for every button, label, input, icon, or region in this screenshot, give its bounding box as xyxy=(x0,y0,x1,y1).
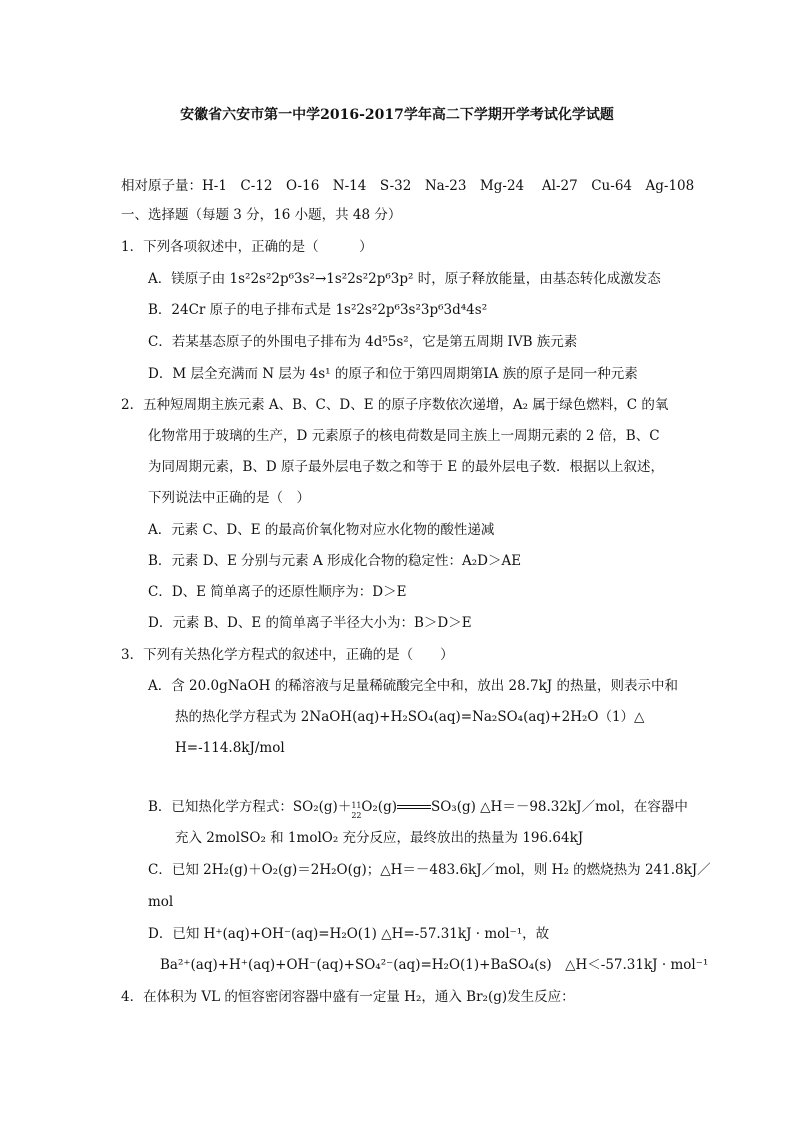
question-4-stem: 4．在体积为 VL 的恒容密闭容器中盛有一定量 H₂，通入 Br₂(g)发生反应： xyxy=(121,989,575,1005)
question-2-line-2: 化物常用于玻璃的生产，D 元素原子的核电荷数是同主族上一周期元素的 2 倍，B、C xyxy=(148,428,660,444)
question-3-stem: 3．下列有关热化学方程式的叙述中，正确的是（ ） xyxy=(121,647,454,663)
question-2-line-4: 下列说法中正确的是（ ） xyxy=(148,490,310,506)
question-3-option-d-line-2: Ba²⁺(aq)+H⁺(aq)+OH⁻(aq)+SO₄²⁻(aq)=H₂O(1)+BaSO₄(s) △H＜-57.31kJ · mol⁻¹ xyxy=(160,957,709,973)
option-b-prefix: B．已知热化学方程式：SO₂(g)＋ xyxy=(148,799,352,815)
question-3-option-a-line-1: A．含 20.0gNaOH 的稀溶液与足量稀硫酸完全中和，放出 28.7kJ 的热量，则表示中和 xyxy=(148,678,678,694)
question-3-option-a-line-3: H=-114.8kJ/mol xyxy=(175,740,285,756)
question-3-option-d-line-1: D．已知 H⁺(aq)+OH⁻(aq)=H₂O(1) △H=-57.31kJ · mol⁻¹，故 xyxy=(148,926,550,942)
atomic-masses: 相对原子量：H-1 C-12 O-16 N-14 S-32 Na-23 Mg-24 Al-27 Cu-64 Ag-108 xyxy=(121,178,695,194)
question-3-option-a-line-2: 热的热化学方程式为 2NaOH(aq)+H₂SO₄(aq)=Na₂SO₄(aq)+2H₂O（1）△ xyxy=(175,709,645,725)
fraction-numerator: 11 xyxy=(351,801,362,810)
question-2-option-d: D．元素 B、D、E 的简单离子半径大小为：B＞D＞E xyxy=(148,615,472,631)
question-2-line-3: 为同周期元素，B、D 原子最外层电子数之和等于 E 的最外层电子数．根据以上叙述， xyxy=(148,459,664,475)
question-3-option-b-line-1 xyxy=(148,798,688,820)
question-2-option-c: C．D、E 简单离子的还原性顺序为：D＞E xyxy=(148,584,407,600)
option-b-suffix: SO₃(g) △H＝－98.32kJ／mol，在容器中 xyxy=(430,799,688,815)
question-2-option-a: A．元素 C、D、E 的最高价氧化物对应水化物的酸性递减 xyxy=(148,522,495,538)
equilibrium-arrow-icon xyxy=(397,804,431,812)
question-1-option-a: A．镁原子由 1s²2s²2p⁶3s²→1s²2s²2p⁶3p² 时，原子释放能量，由基态转化成激发态 xyxy=(148,271,661,287)
question-1-option-d: D．M 层全充满而 N 层为 4s¹ 的原子和位于第四周期第ⅠA 族的原子是同一种元素 xyxy=(148,366,638,382)
exam-title: 安徽省六安市第一中学2016-2017学年高二下学期开学考试化学试题 xyxy=(180,107,614,123)
question-2-line-1: 2．五种短周期主族元素 A、B、C、D、E 的原子序数依次递增，A₂ 属于绿色燃料，C 的氧 xyxy=(121,397,669,413)
question-3-option-c-line-1: C．已知 2H₂(g)＋O₂(g)＝2H₂O(g)；△H＝－483.6kJ／mol，则 H₂ 的燃烧热为 241.8kJ／ xyxy=(148,862,711,878)
question-3-option-c-line-2: mol xyxy=(148,894,174,910)
question-2-option-b: B．元素 D、E 分别与元素 A 形成化合物的稳定性：A₂D＞AE xyxy=(148,553,522,569)
section-heading: 一、选择题（每题 3 分，16 小题，共 48 分） xyxy=(121,207,402,223)
question-3-option-b-line-2: 充入 2molSO₂ 和 1molO₂ 充分反应，最终放出的热量为 196.64kJ xyxy=(175,830,584,846)
question-1-option-b: B．24Cr 原子的电子排布式是 1s²2s²2p⁶3s²3p⁶3d⁴4s² xyxy=(148,302,488,318)
question-1-stem: 1．下列各项叙述中，正确的是（ ） xyxy=(121,239,373,255)
question-1-option-c: C．若某基态原子的外围电子排布为 4d⁵5s²，它是第五周期 IVB 族元素 xyxy=(148,334,578,350)
fraction-denominator: 22 xyxy=(351,811,362,820)
option-b-middle: O₂(g) xyxy=(361,799,397,815)
